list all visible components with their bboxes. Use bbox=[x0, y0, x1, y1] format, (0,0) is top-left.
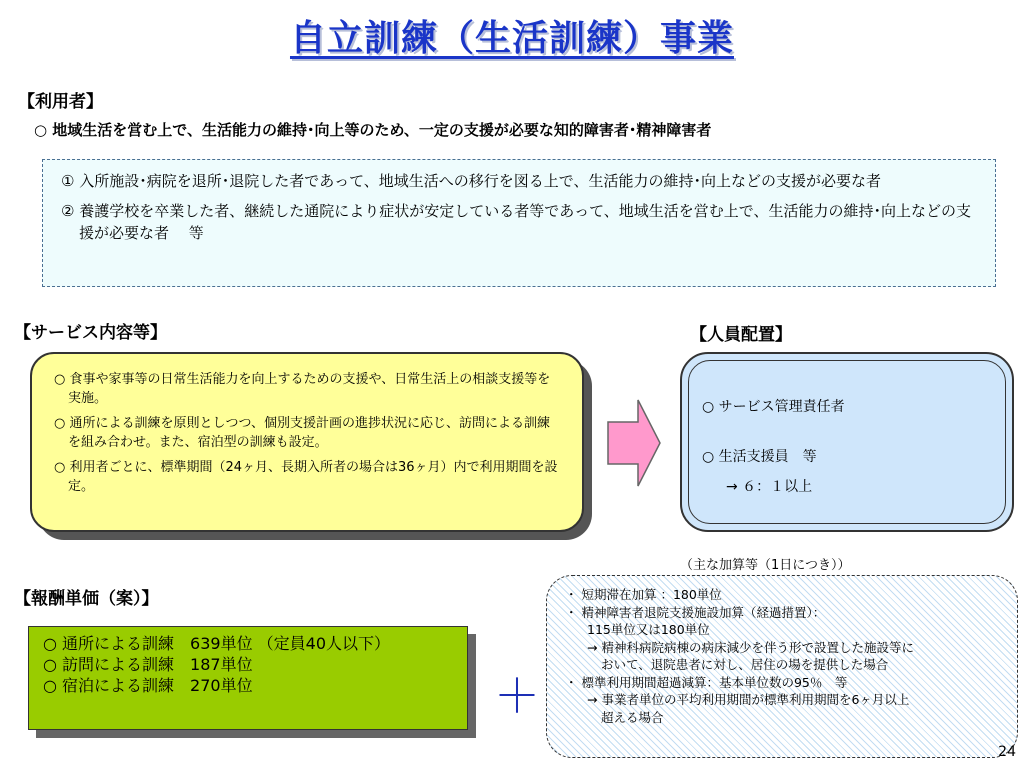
staff-item-support: ○ 生活支援員 等 bbox=[702, 449, 817, 465]
addon-line-3: 115単位又は180単位 bbox=[587, 622, 710, 637]
fees-header: 【報酬単価（案）】 bbox=[14, 589, 159, 609]
addon-line-7: → 事業者単位の平均利用期間が標準利用期間を6ヶ月以上 bbox=[587, 692, 910, 707]
page-title: 自立訓練（生活訓練）事業 bbox=[289, 18, 734, 59]
target-item-2: ② 養護学校を卒業した者、継続した通院により症状が安定している者等であって、地域生活を営む上で、生活能力の維持･向上などの支援が必要な者 等 bbox=[61, 202, 971, 242]
service-item-2: ○ 通所による訓練を原則としつつ、個別支援計画の進捗状況に応じ、訪問による訓練を組み合わせ。また、宿泊型の訓練も設定。 bbox=[54, 416, 550, 450]
staff-box-inner bbox=[688, 360, 1006, 524]
staff-item-manager: ○ サービス管理責任者 bbox=[702, 399, 845, 415]
users-summary: ○ 地域生活を営む上で、生活能力の維持･向上等のため、一定の支援が必要な知的障害者･精神障害者 bbox=[34, 121, 712, 139]
addon-line-1: ・ 短期滞在加算 ：180単位 bbox=[565, 587, 722, 602]
staff-box bbox=[680, 352, 1014, 532]
service-item-1: ○ 食事や家事等の日常生活能力を向上するための支援や、日常生活上の相談支援等を実施。 bbox=[54, 372, 551, 406]
staff-ratio: → ６：１以上 bbox=[726, 479, 813, 495]
page-number: 24 bbox=[998, 744, 1016, 760]
target-users-box bbox=[42, 159, 996, 287]
fee-item-3: ○ 宿泊による訓練 270単位 bbox=[43, 676, 253, 695]
addon-line-5: おいて、退院患者に対し、居住の場を提供した場合 bbox=[601, 657, 889, 672]
fee-item-2: ○ 訪問による訓練 187単位 bbox=[43, 655, 253, 674]
addons-caption: （主な加算等（1日につき）） bbox=[680, 558, 851, 573]
plus-sign: ＋ bbox=[494, 669, 540, 723]
addon-line-8: 超える場合 bbox=[601, 709, 664, 725]
fee-item-1: ○ 通所による訓練 639単位 （定員40人以下） bbox=[43, 634, 391, 653]
service-item-3: ○ 利用者ごとに、標準期間（24ヶ月、長期入所者の場合は36ヶ月）内で利用期間を設定。 bbox=[54, 460, 558, 494]
addon-line-4: → 精神科病院病棟の病床減少を伴う形で設置した施設等に bbox=[587, 639, 914, 655]
fee-box bbox=[28, 626, 468, 730]
target-item-1: ① 入所施設･病院を退所･退院した者であって、地域生活への移行を図る上で、生活能力の維持･向上などの支援が必要な者 bbox=[61, 172, 881, 190]
addon-line-6: ・ 標準利用期間超過減算：基本単位数の95％ 等 bbox=[565, 674, 848, 690]
staff-header: 【人員配置】 bbox=[690, 325, 792, 345]
users-header: 【利用者】 bbox=[18, 92, 103, 112]
right-arrow-icon bbox=[606, 398, 662, 488]
addons-box bbox=[546, 575, 1018, 758]
addon-line-2: ・ 精神障害者退院支援施設加算（経過措置）： bbox=[565, 604, 826, 620]
service-box bbox=[30, 352, 584, 532]
services-header: 【サービス内容等】 bbox=[14, 323, 167, 343]
